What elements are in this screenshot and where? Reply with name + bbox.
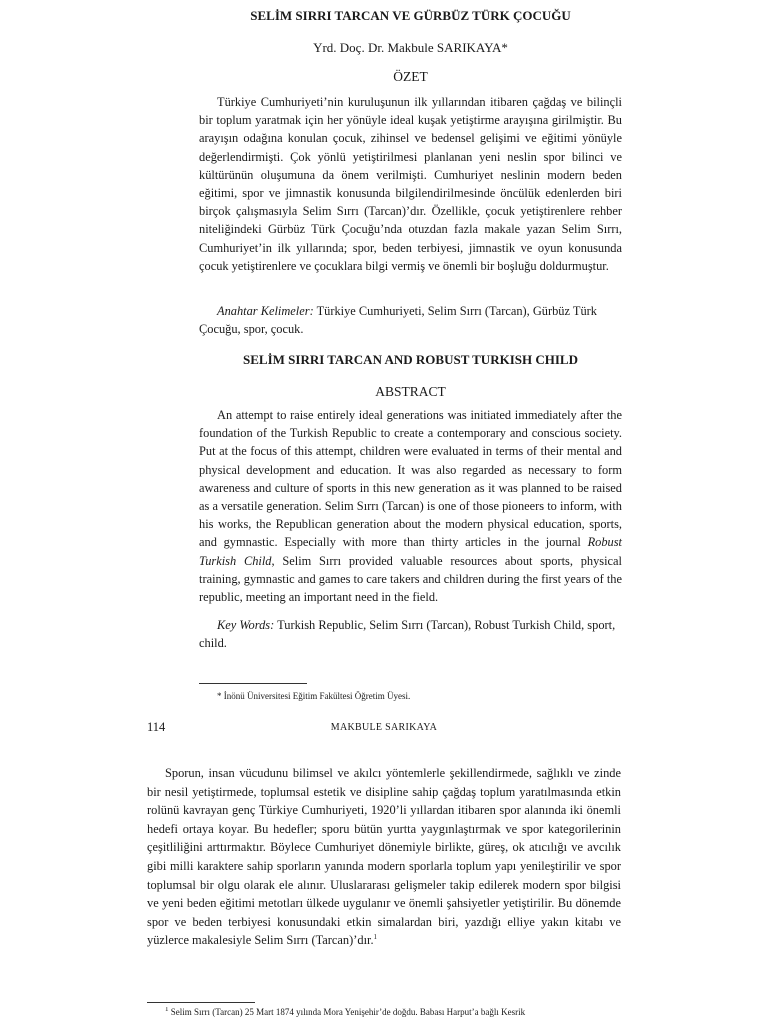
biography-footnote [165,1007,621,1017]
ozet-paragraph: Türkiye Cumhuriyeti’nin kuruluşunun ilk yıllarından itibaren çağdaş ve bilinçli bir toplum yaratmak için her yönüyle ideal kuşak yetiştirme arayışına girilmiştir. Bu arayışın odağına konulan çocuk, zihinsel ve bedensel gelişimi ve eğitimi yönüyle değerlendirmişti. Çok yönlü yetiştirilmesi planlanan yeni neslin spor bilinci ve kültürünün oluşumuna da önem verilmişti. Cumhuriyet neslinin modern beden eğitimi, spor ve jimnastik konusunda bilgilendirilmesinde öncülük edenlerden biri birçok çalışmasıyla Selim Sırrı (Tarcan)’dır. Özellikle, çocuk yetiştirenlere rehber niteliğindeki Gürbüz Türk Çocuğu’nda otuzdan fazla makale yazan Selim Sırrı, Cumhuriyet’in ilk yıllarında; spor, beden terbiyesi, jimnastik ve oyun konusunda çocuk yetiştirenlere ve çocuklara bilgi vermiş ve önemli bir boşluğu doldurmuştur. [199,95,622,273]
body-paragraph [147,764,621,950]
keywords-turkish [199,302,622,338]
keywords-label-english: Key Words: [217,618,275,632]
footnote-number: 1 [165,1007,169,1013]
keywords-english [199,616,622,652]
journal-title: Robust Turkish Child [199,535,622,568]
second-page [147,764,621,950]
footnote-rule-2 [147,1002,255,1003]
running-head: MAKBULE SARIKAYA [330,722,438,733]
ozet-abstract [199,93,622,275]
keywords-list-english: Turkish Republic, Selim Sırrı (Tarcan), Robust Turkish Child, sport, child. [199,618,616,651]
footnote-text: Selim Sırrı (Tarcan) 25 Mart 1874 yılında Mora Yenişehir’de doğdu. Babası Harput’a bağlı Kesrik [168,1007,526,1017]
footnote-rule [199,683,307,684]
abstract-text-1: An attempt to raise entirely ideal generations was initiated immediately after the foundation of the Turkish Republic to create a contemporary and conscious society. Put at the focus of this attempt, children were evaluated in terms of their mental and physical development and education. It was also regarded as necessary to form awareness and culture of sports in this new generation as it was planned to be raised as a versatile generation. Selim Sırrı (Tarcan) is one of those pioneers to inform, with his works, the Republican generation about the modern physical education, sports, and gymnastic. Especially with more than thirty articles in the journal [199,408,622,550]
author-footnote: * İnönü Üniversitesi Eğitim Fakültesi Öğretim Üyesi. [217,691,411,701]
paper-title-english: SELİM SIRRI TARCAN AND ROBUST TURKISH CHILD [243,352,578,367]
abstract-heading: ABSTRACT [375,384,446,399]
abstract-text-2: , Selim Sırrı provided valuable resources about sports, physical training, gymnastic and games to care takers and children during the first years of the republic, meeting an important need in the field. [199,553,622,605]
author-line: Yrd. Doç. Dr. Makbule SARIKAYA* [313,40,508,55]
paper-title-turkish: SELİM SIRRI TARCAN VE GÜRBÜZ TÜRK ÇOCUĞU [250,8,571,23]
keywords-label-turkish: Anahtar Kelimeler: [217,304,314,318]
keywords-list-turkish: Türkiye Cumhuriyeti, Selim Sırrı (Tarcan), Gürbüz Türk Çocuğu, spor, çocuk. [199,304,597,337]
page-number: 114 [147,720,166,734]
ozet-heading: ÖZET [393,69,428,84]
abstract-english [199,406,622,606]
abstract-paragraph [199,406,622,606]
body-text: Sporun, insan vücudunu bilimsel ve akılcı yöntemlerle şekillendirmede, sağlıklı ve zinde bir nesil yetiştirmede, toplumsal estetik ve disipline sahip çağdaş toplum yaratılmasında etkin rolünü kavrayan genç Türkiye Cumhuriyeti, 1920’li yıllardan itibaren spor alanında iki önemli hedefi ortaya koyar. Bu hedefler; sporu bütün yurtta yaygınlaştırmak ve spor kategorilerinin çeşitliliğini arttırmaktır. Böylece Cumhuriyet dönemiyle birlikte, güreş, ok atıcılığı ve avcılık gibi milli karaktere sahip sporların yanında modern sporlarla toplum yapı yenileştirilir ve spor toplumsal bir olgu olarak ele alınır. Uluslararası gelişmeler takip edilerek modern spor bilgisi ve yeni beden eğitimi metotları ülkede uygulanır ve önemli şahsiyetler yetiştirilir. Bu dönemde spor ve beden terbiyesi konusundaki etkin simalardan biri, yazdığı elliye yakın kitabı ve yüzlerce makalesiyle Selim Sırrı (Tarcan)’dır. [147,766,621,948]
footnote-reference: 1 [373,933,378,942]
